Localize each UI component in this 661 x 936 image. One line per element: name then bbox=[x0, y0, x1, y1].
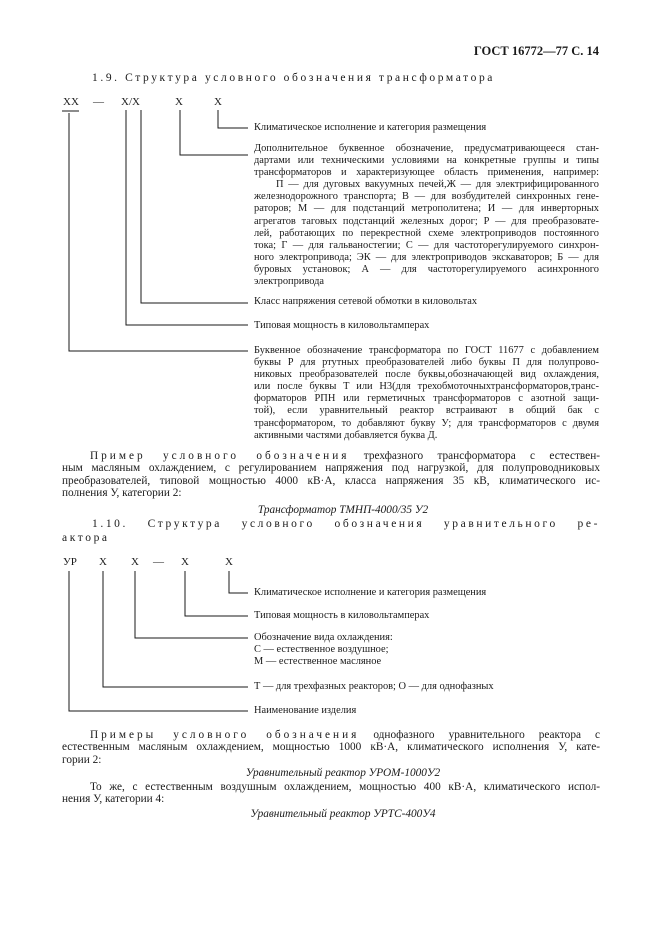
s110-example-name: Уравнительный реактор УРОМ-1000У2 bbox=[245, 767, 441, 779]
page-header: ГОСТ 16772—77 С. 14 bbox=[473, 44, 599, 58]
code-xx: ХХ bbox=[63, 96, 79, 108]
s110-desc-product-name: Наименование изделия bbox=[254, 705, 357, 716]
s19-desc-voltage-class: Класс напряжения сетевой обмотки в киловольтах bbox=[254, 296, 478, 307]
s110-example-2-name: Уравнительный реактор УРТС-400У4 bbox=[250, 808, 436, 820]
code-ur: УР bbox=[63, 556, 77, 568]
code-x-3: Х bbox=[175, 96, 183, 108]
code-x-slash-x: Х/Х bbox=[121, 96, 140, 108]
leader-s110-5 bbox=[69, 571, 248, 711]
s110-desc-phases: Т — для трехфазных реакторов; О — для однофазных bbox=[254, 681, 494, 692]
code-dash-2: — bbox=[153, 556, 164, 568]
code-x-4: Х bbox=[214, 96, 222, 108]
s19-desc-climate: Климатическое исполнение и категория размещения bbox=[254, 122, 487, 133]
section-1-9-title: 1.9. Структура условного обозначения трансформатора bbox=[92, 72, 496, 84]
leader-s19-2 bbox=[180, 110, 248, 155]
code-x-1: Х bbox=[99, 556, 107, 568]
leader-s110-1 bbox=[229, 571, 248, 593]
s19-desc-power: Типовая мощность в киловольтамперах bbox=[254, 320, 430, 331]
s110-desc-climate: Климатическое исполнение и категория размещения bbox=[254, 587, 487, 598]
leader-s19-3 bbox=[141, 110, 248, 303]
section-1-10-title: 1.10. Структура условного обозначения уравнительного ре- bbox=[92, 518, 600, 530]
code-x-2: Х bbox=[131, 556, 139, 568]
s19-desc-additional: Дополнительное буквенное обозначение, предусматривающееся стан- дартами или техническими условиями на конкретные группы и типы трансформаторов и характеризующее область применения, например: П — для дуговых вакуумных печей,Ж — для электрифицированного железнодорожного транспорта; В — для возбудителей синхронных гене- раторов; М — для подстанций метрополитена; И — для инверторных агрегатов таговых подстанций железных дорог; Р — для преобразовате- лей, работающих по перекрестной схеме электроприводов постоянного тока; Г — для гальваностегии; С — для частоторегулируемого синхрон- ного электропривода; ЭК — для электроприводов экскаваторов; Б — для буровых установок; А — для частоторегулируемого асинхронного электропривода bbox=[254, 143, 599, 288]
s110-example: Примеры условного обозначения однофазного уравнительного реактора с естественным масляным охлаждением, мощностью 1000 кВ·А, климатического исполнения У, кате- гории 2: bbox=[62, 729, 601, 766]
leader-s110-3 bbox=[135, 571, 248, 638]
s19-example: Пример условного обозначения трехфазного трансформатора с естествен- ным масляным охлаждением, с регулированием напряжения под нагрузкой, для полупроводниковых преобразователей, типовой мощностью 4000 кВ·А, класса напряжения 35 кВ, климатического ис- полнения У, категории 2: bbox=[62, 450, 601, 500]
code-x-3b: Х bbox=[181, 556, 189, 568]
leader-s19-5 bbox=[69, 113, 248, 351]
s110-example-2: То же, с естественным воздушным охлаждением, мощностью 400 кВ·А, климатического испол- нения У, категории 4: bbox=[62, 781, 600, 806]
code-dash: — bbox=[93, 96, 104, 108]
s19-desc-letter-designation: Буквенное обозначение трансформатора по ГОСТ 11677 с добавлением буквы Р для ртутных преобразователей либо буквы П для полупрово- никовых преобразователей после буквы,обозначающей вид охлаждения, или после буквы Т или Н3(для трехобмоточныхтрансформаторов,транс- форматоров РПН или герметичных трансформаторов с азотной защи- той), если уравнительный реактор встраивают в общий бак с трансформатором, то добавляют букву У; для трансформаторов с двумя активными частями добавляется буква Д. bbox=[254, 345, 599, 441]
section-1-10-title-cont: актора bbox=[62, 532, 110, 544]
s19-example-name: Трансформатор ТМНП-4000/35 У2 bbox=[257, 504, 429, 516]
s110-desc-cooling: Обозначение вида охлаждения: С — естественное воздушное; М — естественное масляное bbox=[254, 632, 393, 668]
leader-s19-1 bbox=[218, 110, 248, 128]
leader-s19-4 bbox=[126, 110, 248, 325]
code-x-4b: Х bbox=[225, 556, 233, 568]
s110-desc-power: Типовая мощность в киловольтамперах bbox=[254, 610, 430, 621]
leader-s110-4 bbox=[103, 571, 248, 687]
